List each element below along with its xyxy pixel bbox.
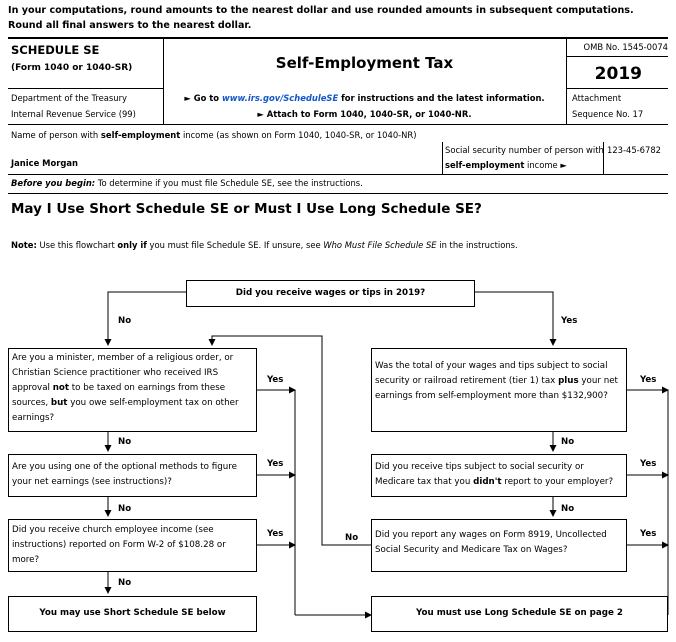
flow-right-result [371, 596, 668, 632]
flow-top-question [186, 280, 475, 307]
schedule-title: SCHEDULE SE [11, 43, 100, 57]
name-label-bold: self-employment [100, 130, 181, 140]
right-q2-c: report to your employer? [501, 477, 614, 487]
ssn-label-post: income ► [524, 160, 567, 170]
form-reference: (Form 1040 or 1040-SR) [11, 63, 133, 73]
label-l1-yes: Yes [267, 375, 284, 385]
left-q1-b: not [52, 383, 70, 393]
attach-instruction: ► Attach to Form 1040, 1040-SR, or 1040-NR. [257, 109, 472, 119]
omb-number: OMB No. 1545-0074 [583, 42, 668, 52]
sequence-number: Sequence No. 17 [572, 109, 644, 119]
flow-left-q1 [8, 348, 257, 432]
form-title: Self-Employment Tax [275, 54, 454, 72]
right-q1-b: plus [558, 376, 579, 386]
left-result-text: You may use Short Schedule SE below [39, 608, 226, 618]
label-r1-yes: Yes [640, 375, 657, 385]
label-r3-yes: Yes [640, 529, 657, 539]
connector-top-yes [475, 292, 553, 345]
right-q2-a: Did you receive tips subject to social security or Medicare tax that you [375, 462, 584, 487]
left-q1-d: but [50, 398, 68, 408]
flow-left-q2 [8, 454, 257, 497]
right-result-text: You must use Long Schedule SE on page 2 [416, 608, 623, 618]
person-name-value[interactable]: Janice Morgan [11, 158, 78, 168]
goto-suffix: for instructions and the latest information. [338, 93, 545, 103]
note-italic: Who Must File Schedule SE [323, 240, 437, 250]
note-text-3: in the instructions. [436, 240, 518, 250]
department-name: Department of the Treasury [11, 93, 127, 103]
flow-right-q2 [371, 454, 627, 497]
flow-right-q1 [371, 348, 627, 432]
left-q1-a: Are you a minister, member of a religious order, or Christian Science practitioner who received IRS approval [12, 353, 234, 393]
ssn-value[interactable]: 123-45-6782 [607, 145, 661, 155]
label-l2-yes: Yes [267, 459, 284, 469]
label-l3-yes: Yes [267, 529, 284, 539]
note-label: Note: [11, 240, 37, 250]
before-text: To determine if you must file Schedule SE, see the instructions. [95, 178, 363, 188]
right-q3-text: Did you report any wages on Form 8919, Uncollected Social Security and Medicare Tax on Wages? [375, 530, 607, 555]
attachment-label: Attachment [572, 93, 622, 103]
intro-instructions: In your computations, round amounts to the nearest dollar and use rounded amounts in subsequent computations. Round all final answers to the nearest dollar. [8, 5, 634, 31]
left-q3-text: Did you receive church employee income (see instructions) reported on Form W-2 of $108.28 or more? [12, 525, 226, 565]
goto-prefix: ► Go to [184, 93, 222, 103]
note-only-if: only if [117, 240, 147, 250]
label-top-yes: Yes [561, 316, 578, 326]
left-q1-e: you owe self-employment tax on other earnings? [12, 398, 239, 423]
right-q1-a: Was the total of your wages and tips subject to social security or railroad retirement (tier 1) tax [375, 361, 608, 386]
section-heading: May I Use Short Schedule SE or Must I Use Long Schedule SE? [11, 201, 482, 217]
tax-year: 2019 [594, 64, 642, 84]
label-l1-no: No [118, 437, 132, 447]
flow-left-result [8, 596, 257, 632]
label-l3-no: No [118, 578, 132, 588]
label-top-no: No [118, 316, 132, 326]
left-q2-text: Are you using one of the optional methods to figure your net earnings (see instructions)? [12, 462, 237, 487]
before-label: Before you begin: [11, 178, 96, 188]
label-r2-yes: Yes [640, 459, 657, 469]
top-question-text: Did you receive wages or tips in 2019? [235, 288, 426, 298]
label-r1-no: No [561, 437, 575, 447]
label-r2-no: No [561, 504, 575, 514]
label-l2-no: No [118, 504, 132, 514]
name-label-post: income (as shown on Form 1040, 1040-SR, or 1040-NR) [180, 130, 417, 140]
right-q2-b: didn't [473, 477, 502, 487]
schedule-se-link[interactable]: www.irs.gov/ScheduleSE [221, 93, 339, 103]
note-text-1: Use this flowchart [36, 240, 118, 250]
irs-service: Internal Revenue Service (99) [11, 109, 136, 119]
label-r3-no: No [345, 533, 359, 543]
flow-right-q3 [371, 519, 627, 572]
flow-left-q3 [8, 519, 257, 572]
note-text-2: you must file Schedule SE. If unsure, see [146, 240, 324, 250]
left-q1-c: to be taxed on earnings from these sources, [12, 383, 226, 408]
ssn-label-bold: self-employment [445, 160, 525, 170]
name-label-pre: Name of person with [11, 130, 101, 140]
ssn-label-pre: Social security number of person with [445, 145, 604, 155]
right-q1-c: your net earnings from self-employment more than $132,900? [375, 376, 618, 401]
